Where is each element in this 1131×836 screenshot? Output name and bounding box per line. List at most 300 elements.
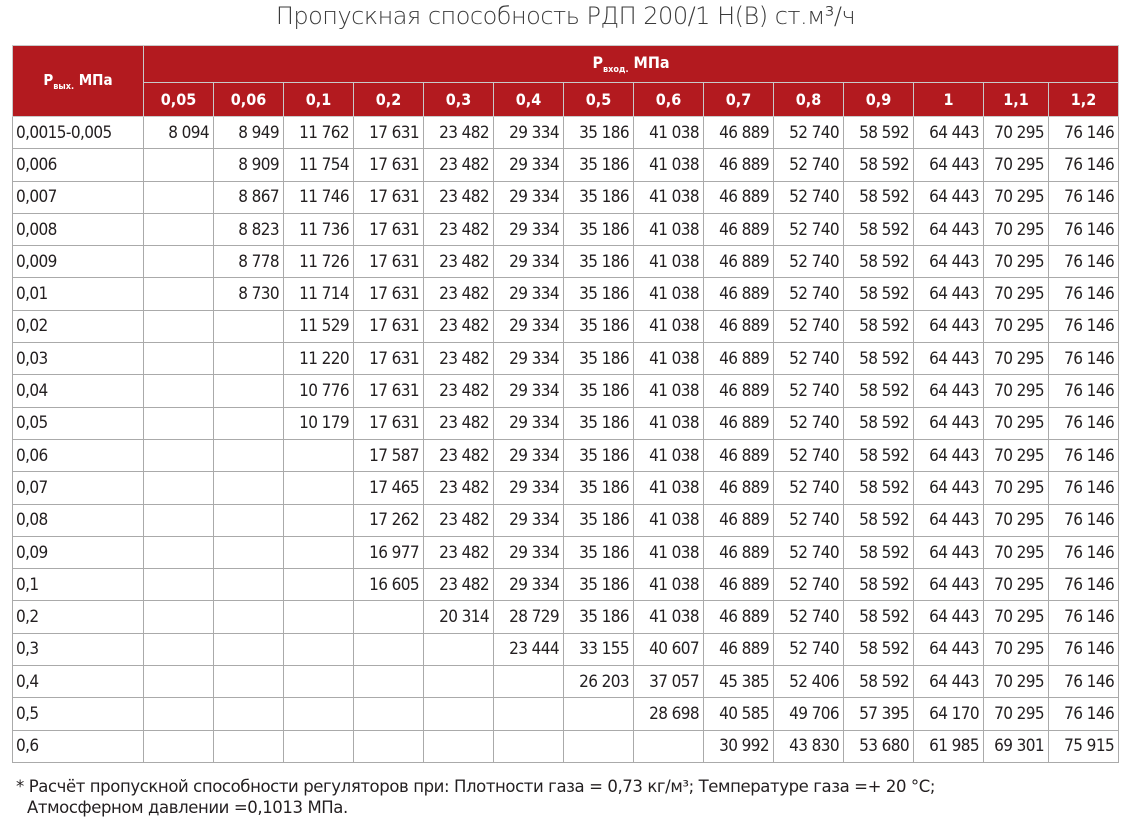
capacity-cell: 58 592 — [844, 569, 914, 601]
empty-cell — [564, 698, 634, 730]
capacity-cell: 58 592 — [844, 407, 914, 439]
capacity-cell: 41 038 — [634, 343, 704, 375]
capacity-cell: 29 334 — [494, 213, 564, 245]
capacity-cell: 52 740 — [774, 407, 844, 439]
capacity-cell: 70 295 — [984, 310, 1049, 342]
capacity-cell: 46 889 — [704, 117, 774, 149]
capacity-cell: 64 443 — [914, 666, 984, 698]
capacity-cell: 23 482 — [424, 310, 494, 342]
capacity-cell: 29 334 — [494, 181, 564, 213]
empty-cell — [144, 407, 214, 439]
capacity-cell: 11 754 — [284, 149, 354, 181]
capacity-cell: 41 038 — [634, 246, 704, 278]
capacity-cell: 46 889 — [704, 213, 774, 245]
inlet-pressure-col-header: 1 — [914, 83, 984, 117]
capacity-cell: 70 295 — [984, 504, 1049, 536]
capacity-cell: 64 443 — [914, 633, 984, 665]
empty-cell — [284, 536, 354, 568]
capacity-cell: 70 295 — [984, 278, 1049, 310]
capacity-cell: 35 186 — [564, 536, 634, 568]
capacity-cell: 52 740 — [774, 149, 844, 181]
capacity-cell: 33 155 — [564, 633, 634, 665]
outlet-pressure-header — [13, 46, 144, 117]
outlet-pressure-cell: 0,1 — [13, 569, 144, 601]
capacity-cell: 35 186 — [564, 375, 634, 407]
capacity-cell: 29 334 — [494, 117, 564, 149]
capacity-cell: 58 592 — [844, 117, 914, 149]
inlet-pressure-header — [144, 46, 1119, 83]
capacity-cell: 58 592 — [844, 536, 914, 568]
capacity-cell: 23 482 — [424, 569, 494, 601]
capacity-cell: 64 443 — [914, 375, 984, 407]
empty-cell — [214, 536, 284, 568]
empty-cell — [214, 504, 284, 536]
capacity-cell: 41 038 — [634, 536, 704, 568]
capacity-cell: 70 295 — [984, 407, 1049, 439]
inlet-p-letter: P — [592, 52, 603, 72]
capacity-cell: 17 631 — [354, 407, 424, 439]
outlet-pressure-cell: 0,3 — [13, 633, 144, 665]
capacity-cell: 46 889 — [704, 504, 774, 536]
capacity-cell: 76 146 — [1049, 601, 1119, 633]
capacity-cell: 64 443 — [914, 278, 984, 310]
capacity-cell: 70 295 — [984, 439, 1049, 471]
inlet-pressure-col-header: 0,1 — [284, 83, 354, 117]
capacity-cell: 46 889 — [704, 246, 774, 278]
outlet-pressure-cell: 0,07 — [13, 472, 144, 504]
capacity-cell: 41 038 — [634, 472, 704, 504]
empty-cell — [214, 601, 284, 633]
inlet-pressure-col-header: 0,6 — [634, 83, 704, 117]
capacity-cell: 58 592 — [844, 343, 914, 375]
capacity-cell: 41 038 — [634, 375, 704, 407]
capacity-cell: 29 334 — [494, 407, 564, 439]
table-row — [13, 730, 1119, 762]
capacity-cell: 70 295 — [984, 246, 1049, 278]
capacity-cell: 35 186 — [564, 407, 634, 439]
outlet-pressure-cell: 0,5 — [13, 698, 144, 730]
page-title: Пропускная способность РДП 200/1 Н(В) ст.м³/ч — [275, 2, 856, 30]
capacity-cell: 52 740 — [774, 569, 844, 601]
capacity-cell: 30 992 — [704, 730, 774, 762]
outlet-pressure-cell: 0,02 — [13, 310, 144, 342]
table-row — [13, 504, 1119, 536]
capacity-cell: 49 706 — [774, 698, 844, 730]
footnote-line-2: Атмосферном давлении =0,1013 МПа. — [27, 798, 348, 817]
capacity-cell: 76 146 — [1049, 375, 1119, 407]
table-row — [13, 439, 1119, 471]
capacity-cell: 70 295 — [984, 117, 1049, 149]
capacity-cell: 8 949 — [214, 117, 284, 149]
capacity-cell: 52 740 — [774, 213, 844, 245]
empty-cell — [214, 407, 284, 439]
outlet-pressure-cell: 0,008 — [13, 213, 144, 245]
capacity-cell: 23 482 — [424, 472, 494, 504]
capacity-cell: 16 605 — [354, 569, 424, 601]
table-row — [13, 601, 1119, 633]
empty-cell — [354, 633, 424, 665]
empty-cell — [144, 181, 214, 213]
capacity-cell: 64 443 — [914, 569, 984, 601]
capacity-cell: 29 334 — [494, 472, 564, 504]
capacity-cell: 17 631 — [354, 213, 424, 245]
capacity-cell: 46 889 — [704, 407, 774, 439]
table-row — [13, 149, 1119, 181]
capacity-cell: 58 592 — [844, 375, 914, 407]
capacity-cell: 29 334 — [494, 536, 564, 568]
empty-cell — [144, 569, 214, 601]
capacity-cell: 52 740 — [774, 310, 844, 342]
capacity-cell: 29 334 — [494, 569, 564, 601]
capacity-cell: 35 186 — [564, 472, 634, 504]
inlet-pressure-col-header: 0,05 — [144, 83, 214, 117]
table-row — [13, 117, 1119, 149]
capacity-cell: 8 094 — [144, 117, 214, 149]
inlet-pressure-col-header: 0,7 — [704, 83, 774, 117]
table-row — [13, 633, 1119, 665]
capacity-cell: 29 334 — [494, 343, 564, 375]
capacity-cell: 41 038 — [634, 504, 704, 536]
capacity-cell: 58 592 — [844, 504, 914, 536]
empty-cell — [284, 439, 354, 471]
capacity-cell: 35 186 — [564, 278, 634, 310]
empty-cell — [494, 730, 564, 762]
capacity-cell: 64 443 — [914, 117, 984, 149]
empty-cell — [144, 633, 214, 665]
empty-cell — [144, 375, 214, 407]
capacity-cell: 35 186 — [564, 343, 634, 375]
table-row — [13, 407, 1119, 439]
capacity-cell: 70 295 — [984, 472, 1049, 504]
capacity-cell: 70 295 — [984, 343, 1049, 375]
empty-cell — [144, 472, 214, 504]
capacity-cell: 52 740 — [774, 472, 844, 504]
outlet-pressure-cell: 0,6 — [13, 730, 144, 762]
outlet-pressure-cell: 0,007 — [13, 181, 144, 213]
capacity-cell: 40 585 — [704, 698, 774, 730]
empty-cell — [144, 213, 214, 245]
capacity-cell: 76 146 — [1049, 472, 1119, 504]
capacity-cell: 64 443 — [914, 343, 984, 375]
capacity-cell: 8 867 — [214, 181, 284, 213]
table-row — [13, 181, 1119, 213]
capacity-cell: 76 146 — [1049, 698, 1119, 730]
empty-cell — [144, 601, 214, 633]
capacity-cell: 17 631 — [354, 117, 424, 149]
capacity-cell: 58 592 — [844, 439, 914, 471]
capacity-cell: 17 631 — [354, 310, 424, 342]
capacity-table — [12, 45, 1119, 763]
capacity-cell: 58 592 — [844, 149, 914, 181]
inlet-pressure-col-header: 0,8 — [774, 83, 844, 117]
capacity-cell: 23 482 — [424, 439, 494, 471]
inlet-p-subscript: вход. — [603, 65, 629, 76]
empty-cell — [494, 666, 564, 698]
empty-cell — [214, 633, 284, 665]
capacity-cell: 64 443 — [914, 601, 984, 633]
capacity-cell: 35 186 — [564, 439, 634, 471]
capacity-cell: 17 587 — [354, 439, 424, 471]
capacity-cell: 23 482 — [424, 117, 494, 149]
capacity-cell: 46 889 — [704, 601, 774, 633]
empty-cell — [354, 730, 424, 762]
capacity-cell: 43 830 — [774, 730, 844, 762]
capacity-cell: 23 482 — [424, 407, 494, 439]
capacity-cell: 76 146 — [1049, 407, 1119, 439]
capacity-cell: 35 186 — [564, 601, 634, 633]
empty-cell — [634, 730, 704, 762]
capacity-cell: 64 443 — [914, 407, 984, 439]
capacity-cell: 64 443 — [914, 149, 984, 181]
capacity-cell: 52 740 — [774, 633, 844, 665]
empty-cell — [564, 730, 634, 762]
capacity-cell: 58 592 — [844, 472, 914, 504]
capacity-cell: 46 889 — [704, 633, 774, 665]
empty-cell — [144, 504, 214, 536]
capacity-cell: 29 334 — [494, 149, 564, 181]
capacity-cell: 41 038 — [634, 149, 704, 181]
capacity-cell: 70 295 — [984, 536, 1049, 568]
capacity-cell: 46 889 — [704, 181, 774, 213]
capacity-cell: 52 740 — [774, 536, 844, 568]
capacity-cell: 11 762 — [284, 117, 354, 149]
capacity-cell: 70 295 — [984, 569, 1049, 601]
capacity-cell: 23 482 — [424, 343, 494, 375]
capacity-cell: 70 295 — [984, 666, 1049, 698]
capacity-cell: 52 740 — [774, 117, 844, 149]
capacity-cell: 41 038 — [634, 213, 704, 245]
capacity-cell: 17 631 — [354, 181, 424, 213]
table-row — [13, 666, 1119, 698]
empty-cell — [284, 730, 354, 762]
table-row — [13, 343, 1119, 375]
capacity-cell: 45 385 — [704, 666, 774, 698]
capacity-cell: 76 146 — [1049, 504, 1119, 536]
capacity-cell: 17 631 — [354, 343, 424, 375]
empty-cell — [144, 698, 214, 730]
capacity-cell: 8 909 — [214, 149, 284, 181]
capacity-cell: 52 740 — [774, 375, 844, 407]
empty-cell — [214, 730, 284, 762]
outlet-pressure-cell: 0,0015-0,005 — [13, 117, 144, 149]
capacity-cell: 10 179 — [284, 407, 354, 439]
capacity-cell: 70 295 — [984, 633, 1049, 665]
empty-cell — [354, 666, 424, 698]
capacity-cell: 76 146 — [1049, 569, 1119, 601]
capacity-cell: 76 146 — [1049, 278, 1119, 310]
table-row — [13, 569, 1119, 601]
capacity-cell: 58 592 — [844, 666, 914, 698]
capacity-cell: 58 592 — [844, 246, 914, 278]
outlet-pressure-cell: 0,06 — [13, 439, 144, 471]
empty-cell — [284, 666, 354, 698]
empty-cell — [144, 246, 214, 278]
capacity-cell: 35 186 — [564, 246, 634, 278]
empty-cell — [284, 698, 354, 730]
empty-cell — [144, 536, 214, 568]
capacity-cell: 29 334 — [494, 278, 564, 310]
capacity-cell: 64 170 — [914, 698, 984, 730]
capacity-cell: 17 631 — [354, 278, 424, 310]
capacity-cell: 28 698 — [634, 698, 704, 730]
empty-cell — [354, 601, 424, 633]
capacity-cell: 61 985 — [914, 730, 984, 762]
capacity-cell: 11 736 — [284, 213, 354, 245]
capacity-cell: 76 146 — [1049, 117, 1119, 149]
capacity-cell: 23 482 — [424, 504, 494, 536]
capacity-cell: 76 146 — [1049, 213, 1119, 245]
capacity-cell: 29 334 — [494, 246, 564, 278]
empty-cell — [144, 666, 214, 698]
capacity-cell: 41 038 — [634, 278, 704, 310]
outlet-p-letter: P — [43, 70, 54, 89]
capacity-cell: 53 680 — [844, 730, 914, 762]
capacity-cell: 70 295 — [984, 149, 1049, 181]
capacity-cell: 46 889 — [704, 439, 774, 471]
empty-cell — [214, 375, 284, 407]
capacity-cell: 35 186 — [564, 181, 634, 213]
footnote — [16, 776, 1116, 818]
empty-cell — [284, 472, 354, 504]
capacity-cell: 76 146 — [1049, 439, 1119, 471]
capacity-cell: 64 443 — [914, 504, 984, 536]
empty-cell — [144, 149, 214, 181]
capacity-cell: 17 631 — [354, 375, 424, 407]
capacity-cell: 70 295 — [984, 698, 1049, 730]
capacity-cell: 35 186 — [564, 504, 634, 536]
inlet-pressure-col-header: 1,2 — [1049, 83, 1119, 117]
capacity-cell: 57 395 — [844, 698, 914, 730]
capacity-cell: 17 465 — [354, 472, 424, 504]
capacity-cell: 23 482 — [424, 246, 494, 278]
inlet-pressure-col-header: 0,9 — [844, 83, 914, 117]
empty-cell — [214, 310, 284, 342]
capacity-cell: 23 482 — [424, 149, 494, 181]
inlet-p-unit: МПа — [628, 52, 670, 72]
capacity-cell: 8 823 — [214, 213, 284, 245]
empty-cell — [144, 278, 214, 310]
outlet-pressure-cell: 0,2 — [13, 601, 144, 633]
outlet-pressure-cell: 0,006 — [13, 149, 144, 181]
table-row — [13, 278, 1119, 310]
table-row — [13, 698, 1119, 730]
inlet-pressure-col-header: 0,4 — [494, 83, 564, 117]
capacity-cell: 41 038 — [634, 407, 704, 439]
empty-cell — [494, 698, 564, 730]
capacity-cell: 58 592 — [844, 601, 914, 633]
capacity-cell: 52 740 — [774, 246, 844, 278]
capacity-cell: 76 146 — [1049, 666, 1119, 698]
capacity-cell: 46 889 — [704, 310, 774, 342]
capacity-cell: 35 186 — [564, 569, 634, 601]
outlet-pressure-cell: 0,01 — [13, 278, 144, 310]
empty-cell — [424, 730, 494, 762]
outlet-pressure-cell: 0,08 — [13, 504, 144, 536]
capacity-cell: 64 443 — [914, 310, 984, 342]
capacity-cell: 64 443 — [914, 213, 984, 245]
capacity-cell: 17 262 — [354, 504, 424, 536]
capacity-cell: 52 740 — [774, 439, 844, 471]
capacity-cell: 52 740 — [774, 601, 844, 633]
capacity-cell: 29 334 — [494, 310, 564, 342]
capacity-cell: 46 889 — [704, 343, 774, 375]
capacity-cell: 76 146 — [1049, 310, 1119, 342]
capacity-cell: 23 482 — [424, 375, 494, 407]
capacity-cell: 41 038 — [634, 601, 704, 633]
capacity-cell: 64 443 — [914, 246, 984, 278]
empty-cell — [354, 698, 424, 730]
empty-cell — [214, 666, 284, 698]
capacity-cell: 11 529 — [284, 310, 354, 342]
table-row — [13, 536, 1119, 568]
capacity-cell: 46 889 — [704, 536, 774, 568]
capacity-cell: 41 038 — [634, 181, 704, 213]
inlet-pressure-col-header: 0,2 — [354, 83, 424, 117]
capacity-cell: 11 746 — [284, 181, 354, 213]
capacity-cell: 75 915 — [1049, 730, 1119, 762]
capacity-cell: 46 889 — [704, 375, 774, 407]
capacity-cell: 52 406 — [774, 666, 844, 698]
capacity-cell: 11 726 — [284, 246, 354, 278]
capacity-cell: 40 607 — [634, 633, 704, 665]
footnote-line-1: * Расчёт пропускной способности регуляторов при: Плотности газа = 0,73 кг/м³; Температуре газа =+ 20 °С; — [16, 777, 936, 796]
table-row — [13, 375, 1119, 407]
inlet-pressure-col-header: 0,3 — [424, 83, 494, 117]
outlet-pressure-cell: 0,09 — [13, 536, 144, 568]
capacity-cell: 58 592 — [844, 181, 914, 213]
capacity-cell: 64 443 — [914, 536, 984, 568]
capacity-cell: 70 295 — [984, 375, 1049, 407]
capacity-cell: 52 740 — [774, 278, 844, 310]
empty-cell — [284, 504, 354, 536]
capacity-cell: 23 482 — [424, 181, 494, 213]
capacity-cell: 69 301 — [984, 730, 1049, 762]
capacity-cell: 76 146 — [1049, 181, 1119, 213]
capacity-cell: 20 314 — [424, 601, 494, 633]
capacity-cell: 35 186 — [564, 149, 634, 181]
capacity-cell: 26 203 — [564, 666, 634, 698]
empty-cell — [214, 569, 284, 601]
capacity-cell: 11 220 — [284, 343, 354, 375]
empty-cell — [214, 698, 284, 730]
capacity-cell: 23 444 — [494, 633, 564, 665]
table-row — [13, 472, 1119, 504]
capacity-cell: 76 146 — [1049, 633, 1119, 665]
outlet-pressure-cell: 0,04 — [13, 375, 144, 407]
empty-cell — [424, 698, 494, 730]
outlet-pressure-cell: 0,05 — [13, 407, 144, 439]
outlet-p-subscript: вых. — [53, 81, 75, 92]
capacity-cell: 46 889 — [704, 569, 774, 601]
capacity-cell: 70 295 — [984, 213, 1049, 245]
table-row — [13, 310, 1119, 342]
capacity-cell: 76 146 — [1049, 149, 1119, 181]
capacity-cell: 52 740 — [774, 504, 844, 536]
capacity-cell: 76 146 — [1049, 343, 1119, 375]
capacity-cell: 46 889 — [704, 149, 774, 181]
capacity-cell: 64 443 — [914, 472, 984, 504]
empty-cell — [214, 472, 284, 504]
capacity-cell: 58 592 — [844, 213, 914, 245]
capacity-cell: 17 631 — [354, 149, 424, 181]
capacity-cell: 64 443 — [914, 181, 984, 213]
inlet-pressure-col-header: 0,06 — [214, 83, 284, 117]
capacity-cell: 8 730 — [214, 278, 284, 310]
empty-cell — [284, 633, 354, 665]
empty-cell — [284, 569, 354, 601]
empty-cell — [144, 310, 214, 342]
capacity-cell: 29 334 — [494, 439, 564, 471]
